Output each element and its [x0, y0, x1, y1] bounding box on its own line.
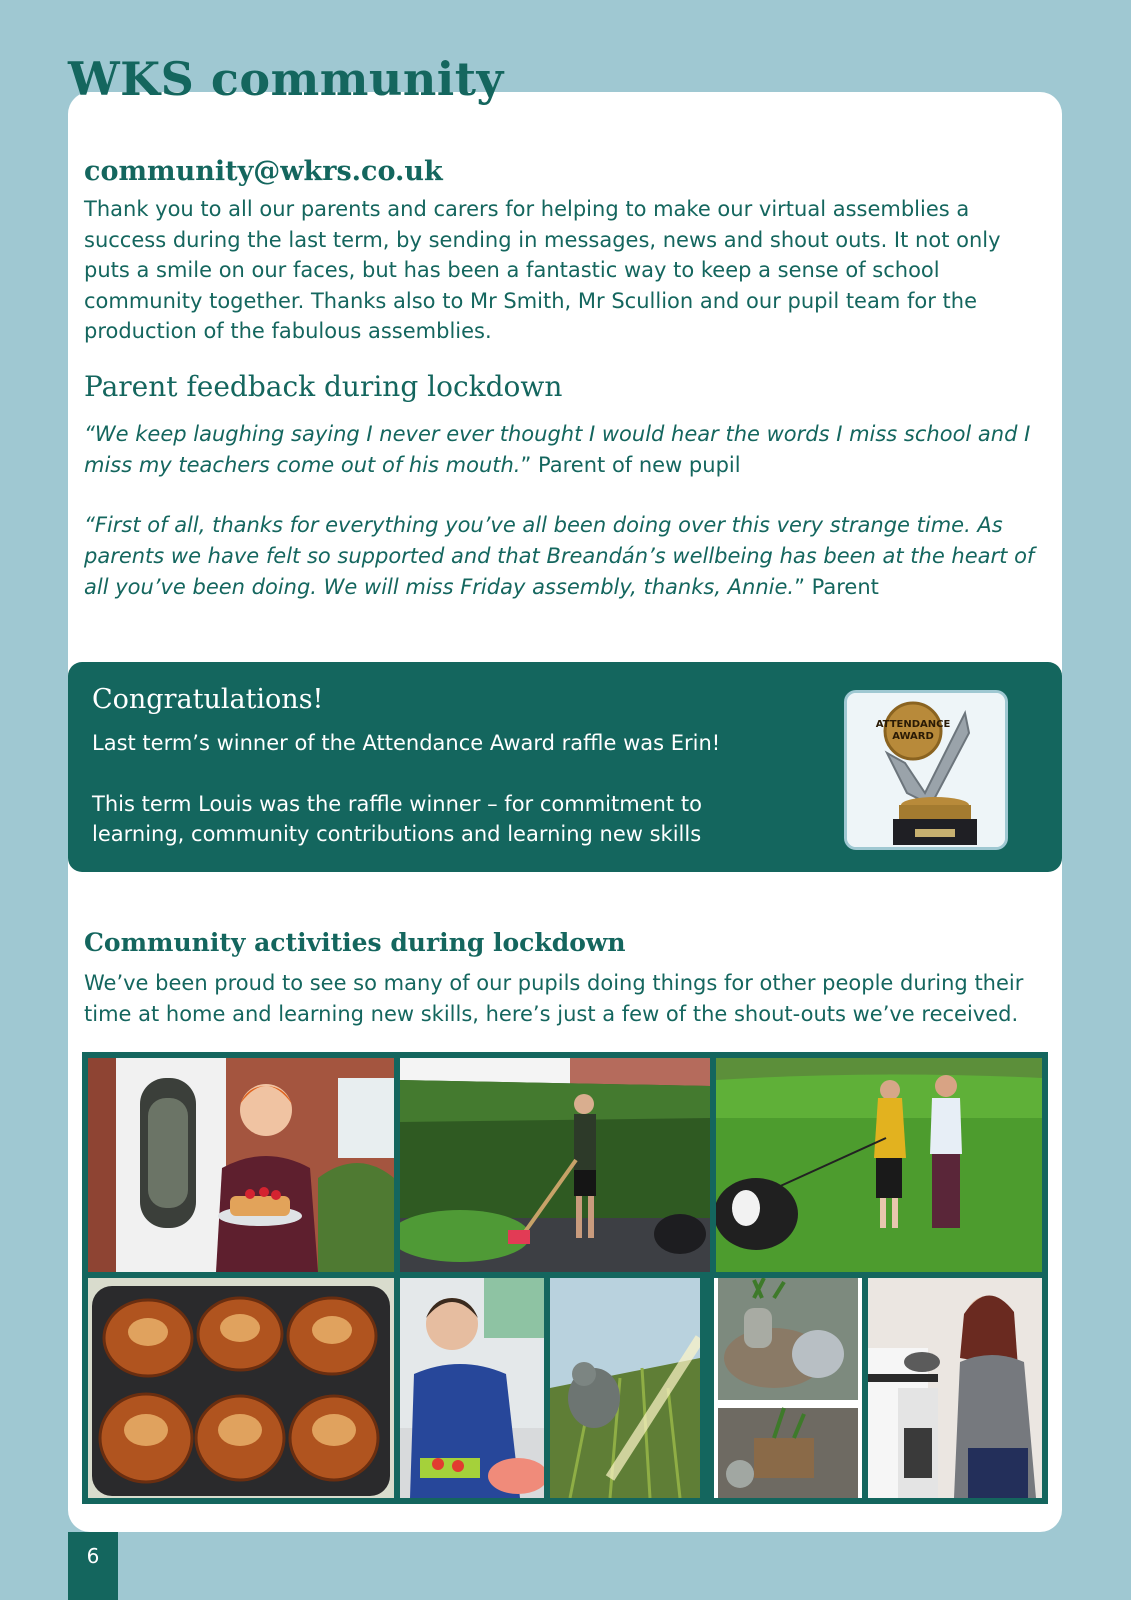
congrats-line-1: Last term’s winner of the Attendance Award raffle was Erin!	[92, 731, 721, 755]
photo-boy-with-cake	[88, 1058, 394, 1272]
feedback-quote-1	[84, 419, 1044, 481]
congrats-line-2: This term Louis was the raffle winner – for commitment to learning, community contributions and learning new skills	[92, 791, 702, 846]
activities-heading: Community activities during lockdown	[84, 928, 626, 957]
photo-garden-planters	[714, 1278, 862, 1498]
photo-girl-cooking	[868, 1278, 1042, 1498]
photo-boy-chopping-fruit	[400, 1278, 544, 1498]
feedback-heading: Parent feedback during lockdown	[84, 370, 563, 403]
community-email[interactable]: community@wkrs.co.uk	[84, 156, 443, 187]
photo-yorkshire-puddings	[88, 1278, 394, 1498]
award-label-1: ATTENDANCE	[875, 719, 951, 730]
award-label-2: AWARD	[892, 731, 934, 742]
page-title: WKS community	[68, 52, 504, 106]
photo-dog-in-grass	[550, 1278, 700, 1498]
congratulations-box	[68, 662, 1062, 872]
quote-2-text: “First of all, thanks for everything you’ve all been doing over this very strange time. As parents we have felt so supported and that Breandán’s wellbeing has been at the heart of all you’ve been doing. We will miss Friday assembly, thanks, Annie.	[84, 513, 1035, 599]
photo-gallery	[82, 1052, 1048, 1504]
photo-girls-walking-dog	[716, 1058, 1042, 1272]
page-number: 6	[68, 1532, 118, 1600]
congratulations-heading: Congratulations!	[92, 684, 324, 715]
photo-boy-sweeping-hedge	[400, 1058, 710, 1272]
feedback-quote-2	[84, 510, 1044, 603]
intro-paragraph: Thank you to all our parents and carers for helping to make our virtual assemblies a success during the last term, by sending in messages, news and shout outs. It not only puts a smile on our faces, but has been a fantastic way to keep a sense of school community together. Thanks also to Mr Smith, Mr Scullion and our pupil team for the production of the fabulous assemblies.	[84, 197, 1001, 343]
attendance-award-trophy-image	[844, 690, 1008, 850]
trophy-icon	[847, 693, 1005, 847]
congratulations-text	[92, 728, 792, 850]
quote-2-attribution: ” Parent	[794, 575, 879, 599]
activities-paragraph: We’ve been proud to see so many of our pupils doing things for other people during their time at home and learning new skills, here’s just a few of the shout-outs we’ve received.	[84, 971, 1024, 1026]
quote-1-text: “We keep laughing saying I never ever thought I would hear the words I miss school and I miss my teachers come out of his mouth.	[84, 422, 1031, 477]
quote-1-attribution: ” Parent of new pupil	[520, 453, 741, 477]
